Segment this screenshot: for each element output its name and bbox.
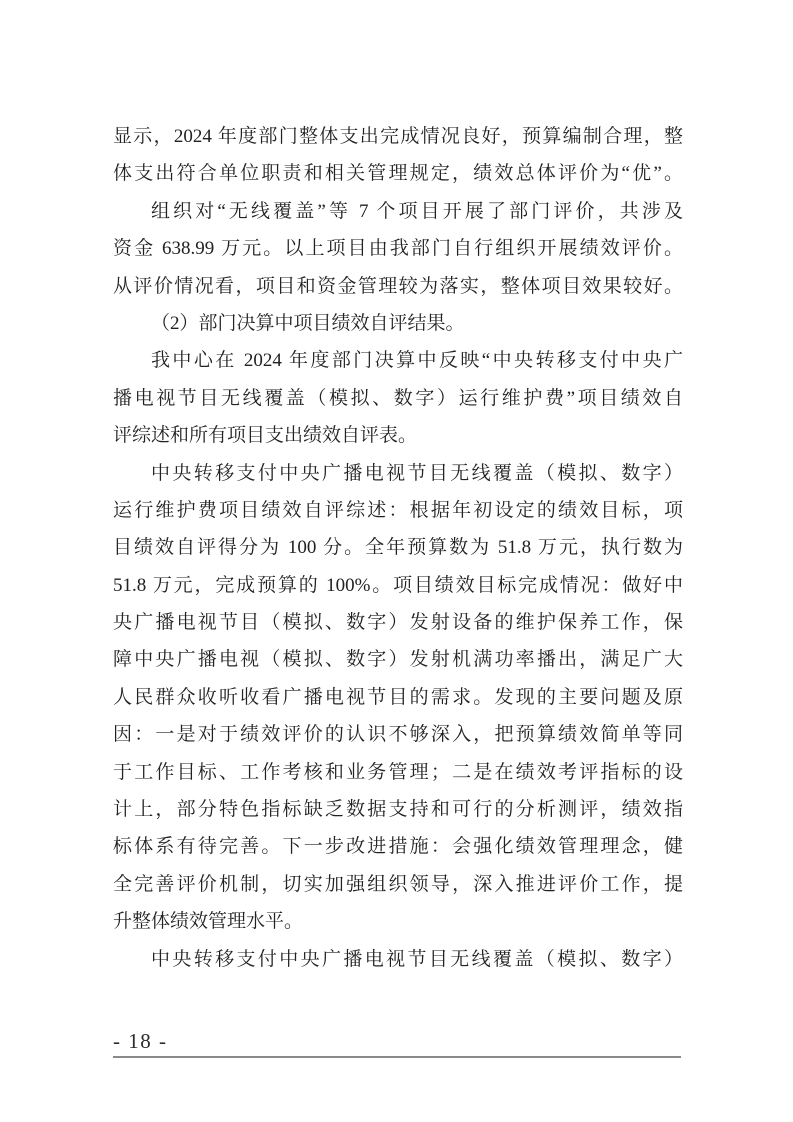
text-line: 标体系有待完善。下一步改进措施：会强化绩效管理理念，健 <box>113 836 683 858</box>
text-line: （2）部门决算中项目绩效自评结果。 <box>151 312 465 334</box>
text-line: 目绩效自评得分为 100 分。全年预算数为 51.8 万元，执行数为 <box>113 537 683 559</box>
text-line: 人民群众收听收看广播电视节目的需求。发现的主要问题及原 <box>113 686 683 708</box>
text-line: 体支出符合单位职责和相关管理规定，绩效总体评价为“优”。 <box>113 163 683 185</box>
text-line: 中央转移支付中央广播电视节目无线覆盖（模拟、数字） <box>151 948 683 970</box>
text-line: 障中央广播电视（模拟、数字）发射机满功率播出，满足广大 <box>113 649 683 671</box>
page-number: - 18 - <box>113 1029 168 1053</box>
text-line: 升整体绩效管理水平。 <box>113 911 304 933</box>
text-line: 因：一是对于绩效评价的认识不够深入，把预算绩效简单等同 <box>113 724 683 746</box>
footer-rule <box>113 1056 681 1058</box>
text-line: 全完善评价机制，切实加强组织领导，深入推进评价工作，提 <box>113 873 683 895</box>
text-line: 计上，部分特色指标缺乏数据支持和可行的分析测评，绩效指 <box>113 799 683 821</box>
text-line: 资金 638.99 万元。以上项目由我部门自行组织开展绩效评价。 <box>113 238 683 260</box>
text-line: 评综述和所有项目支出绩效自评表。 <box>113 425 418 447</box>
text-line: 从评价情况看，项目和资金管理较为落实，整体项目效果较好。 <box>113 275 683 297</box>
text-line: 运行维护费项目绩效自评综述：根据年初设定的绩效目标，项 <box>113 499 683 521</box>
text-line: 我中心在 2024 年度部门决算中反映“中央转移支付中央广 <box>151 350 683 372</box>
text-line: 中央转移支付中央广播电视节目无线覆盖（模拟、数字） <box>151 462 683 484</box>
text-line: 于工作目标、工作考核和业务管理；二是在绩效考评指标的设 <box>113 761 683 783</box>
text-line: 央广播电视节目（模拟、数字）发射设备的维护保养工作，保 <box>113 612 683 634</box>
text-line: 播电视节目无线覆盖（模拟、数字）运行维护费”项目绩效自 <box>113 387 683 409</box>
text-line: 组织对“无线覆盖”等 7 个项目开展了部门评价，共涉及 <box>151 200 683 222</box>
text-line: 显示，2024 年度部门整体支出完成情况良好，预算编制合理，整 <box>113 126 683 147</box>
document-body <box>113 118 683 978</box>
text-line: 51.8 万元，完成预算的 100%。项目绩效目标完成情况：做好中 <box>113 574 683 596</box>
